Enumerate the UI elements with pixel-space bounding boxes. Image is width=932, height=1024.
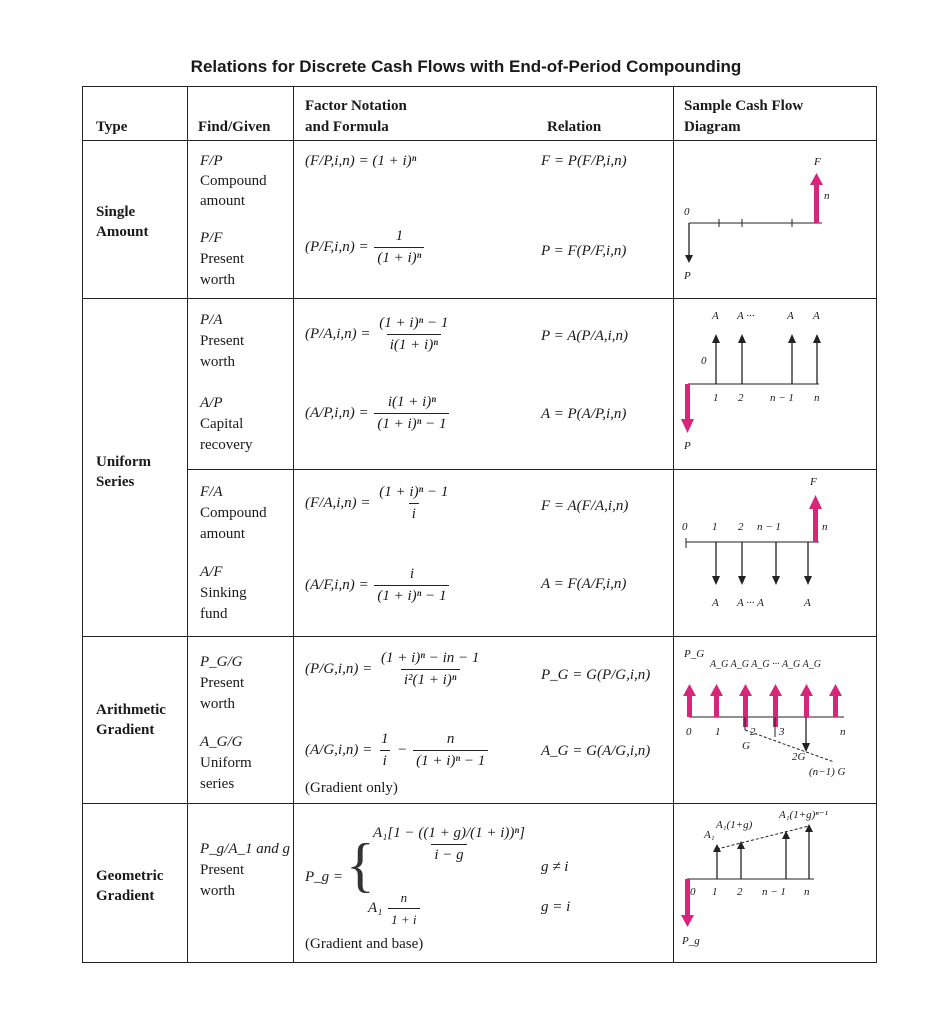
label-pg: P_g [682,935,700,947]
diagram-uniform-pa [674,299,876,469]
header-formula: and Formula [305,119,389,135]
desc: Present [200,333,245,349]
formula-af: (A/F,i,n) = $\frac{i}{\text{(1 + i)ⁿ − 1}}$ [305,565,451,606]
relation-pa: P = A(P/A,i,n) [541,328,629,344]
tick-label: 1 [713,392,719,404]
tick-label: n [840,726,846,738]
desc: worth [200,696,235,712]
label-p: P [684,270,691,282]
relation-ap: A = P(A/P,i,n) [541,406,627,422]
find-ag: A_G/G [200,734,243,750]
label-a: A [712,597,719,609]
tick-label: 2 [737,886,743,898]
desc: amount [200,193,245,209]
desc: Compound [200,173,267,189]
tick-label: 2 [738,521,744,533]
type-series: Series [96,474,135,490]
type-geometric: Geometric [96,868,164,884]
desc: amount [200,526,245,542]
header-factor: Factor Notation [305,98,407,114]
desc: worth [200,272,235,288]
type-gradient: Gradient [96,722,155,738]
col-divider [187,87,188,962]
desc: Present [200,675,245,691]
desc: worth [200,354,235,370]
label-a: A [787,310,794,322]
label-zero: 0 [701,355,707,367]
label-p: P [684,440,691,452]
formula-note: (Gradient only) [305,780,398,796]
label-a: A ··· A [737,597,764,609]
formula-pg: (P/G,i,n) = $\frac{\text{(1 + i)ⁿ − in − 1}}{\text{i²(1 + i)ⁿ}}$ [305,650,480,688]
relation-fp: F = P(F/P,i,n) [541,153,627,169]
type-arithmetic: Arithmetic [96,702,166,718]
relation-af: A = F(A/F,i,n) [541,576,627,592]
formula-geo-lhs: P_g = [305,869,344,885]
label-a: A [712,310,719,322]
formula-pf: (P/F,i,n) = $\frac{1}{\text{(1 + i)ⁿ}}$ [305,227,426,268]
label-2g: 2G [792,751,806,763]
cash-flow-table [82,86,877,963]
tick-label: n [804,886,810,898]
desc: Compound [200,505,267,521]
tick-label: n − 1 [762,886,786,898]
desc: Present [200,862,245,878]
label-zero: 0 [684,206,690,218]
type-uniform: Uniform [96,454,151,470]
type-gradient: Gradient [96,888,155,904]
label-f: F [810,476,817,488]
relation-pg: P_G = G(P/G,i,n) [541,667,651,683]
formula-fp: (F/P,i,n) = (1 + i)ⁿ [305,153,417,169]
brace: { [346,832,375,898]
formula-pa: (P/A,i,n) = $\frac{\text{(1 + i)ⁿ − 1}}{\text{i(1 + i)ⁿ}}$ [305,315,449,353]
find-pg-a1: P_g/A_1 and g [200,841,290,857]
tick-label: 1 [712,886,718,898]
find-fa: F/A [200,484,223,500]
formula-ap: (A/P,i,n) = $\frac{\text{i(1 + i)ⁿ}}{\text{(1 + i)ⁿ − 1}}$ [305,393,451,434]
label-n: n [824,190,830,202]
find-ap: A/P [200,395,223,411]
header-type: Type [96,119,128,135]
relation-g-ne-i: g ≠ i [541,859,569,875]
relation-pf: P = F(P/F,i,n) [541,243,627,259]
relation-g-eq-i: g = i [541,899,571,915]
formula-geo-case1: $\frac{\text{A₁[1 − ((1 + g)/(1 + i))ⁿ]}}{i - g}$ [373,825,525,863]
tick-label: 0 [686,726,692,738]
header-relation: Relation [547,119,602,135]
relation-ag: A_G = G(A/G,i,n) [541,743,651,759]
tick-label: n − 1 [757,521,781,533]
diagram-arithmetic-gradient [674,637,876,803]
formula-geo-case2: A₁ $\frac{n}{1 + i}$ [368,888,422,929]
tick-label: 1 [715,726,721,738]
label-a: A [804,597,811,609]
type-amount: Amount [96,224,149,240]
header-diagram: Sample Cash Flow [684,98,804,114]
header-diagram-2: Diagram [684,119,741,135]
label-ag-series: A_G A_G A_G ··· A_G A_G [710,659,821,670]
formula-fa: (F/A,i,n) = $\frac{\text{(1 + i)ⁿ − 1}}{i}$ [305,484,449,522]
tick-label: 1 [712,521,718,533]
label-a1-growth-n: A₁(1+g)ⁿ⁻¹ [779,809,828,821]
col-divider [293,87,294,962]
label-n1g: (n−1) G [809,766,846,778]
desc: Sinking [200,585,247,601]
tick-label: 2 [750,726,756,738]
desc: Capital [200,416,244,432]
label-a: A [813,310,820,322]
label-g: G [742,740,750,752]
find-pf: P/F [200,230,223,246]
diagram-single-amount [674,141,876,298]
formula-ag: (A/G,i,n) = $\frac{1}{i}$ − $\frac{n}{\text{(1 + i)ⁿ − 1}}$ [305,730,490,771]
find-pg: P_G/G [200,654,243,670]
desc: Present [200,251,245,267]
desc: series [200,776,235,792]
label-a: A ··· [737,310,755,322]
tick-label: 2 [738,392,744,404]
page-title: Relations for Discrete Cash Flows with End-of-Period Compounding [190,57,742,76]
formula-note: (Gradient and base) [305,936,424,952]
label-pg: P_G [684,648,705,660]
desc: recovery [200,437,253,453]
diagram-uniform-fa [674,470,876,636]
tick-label: n [814,392,820,404]
label-a1-growth: A₁(1+g) [716,819,753,831]
label-a1: A₁ [704,829,715,841]
diagram-geometric-gradient [674,804,876,962]
type-single: Single [96,204,136,220]
desc: Uniform [200,755,252,771]
tick-label: 0 [682,521,688,533]
relation-fa: F = A(F/A,i,n) [541,498,629,514]
desc: fund [200,606,228,622]
tick-label: n [822,521,828,533]
find-fp: F/P [200,153,223,169]
label-zero: 0 [690,886,696,898]
header-find-given: Find/Given [198,119,271,135]
find-pa: P/A [200,312,223,328]
find-af: A/F [200,564,223,580]
tick-label: 3 [779,726,785,738]
tick-label: n − 1 [770,392,794,404]
label-f: F [814,156,821,168]
desc: worth [200,883,235,899]
